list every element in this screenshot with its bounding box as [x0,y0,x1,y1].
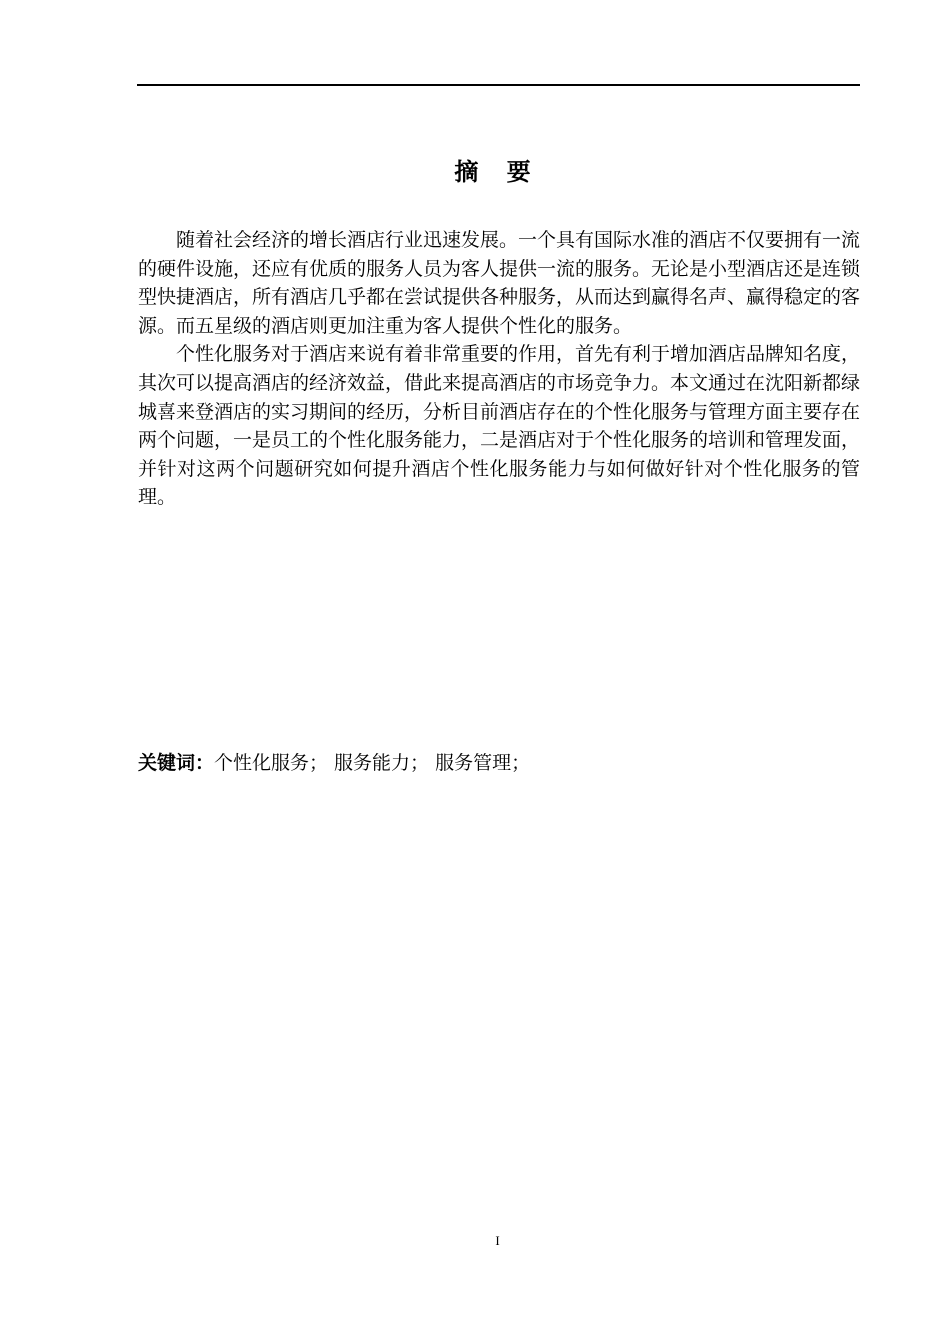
abstract-paragraph-2: 个性化服务对于酒店来说有着非常重要的作用，首先有利于增加酒店品牌知名度，其次可以提高酒店的经济效益，借此来提高酒店的市场竞争力。本文通过在沈阳新都绿城喜来登酒店的实习期间的经历，分析目前酒店存在的个性化服务与管理方面主要存在两个问题，一是员工的个性化服务能力，二是酒店对于个性化服务的培训和管理发面，并针对这两个问题研究如何提升酒店个性化服务能力与如何做好针对个性化服务的管理。 [138,343,861,509]
header-rule [137,84,860,86]
keywords-line [138,749,860,777]
abstract-paragraph-1: 随着社会经济的增长酒店行业迅速发展。一个具有国际水准的酒店不仅要拥有一流的硬件设施，还应有优质的服务人员为客人提供一流的服务。无论是小型酒店还是连锁型快捷酒店，所有酒店几乎都在尝试提供各种服务，从而达到赢得名声、赢得稳定的客源。而五星级的酒店则更加注重为客人提供个性化的服务。 [138,229,861,337]
abstract-body [138,226,860,512]
page-title: 摘 要 [454,158,541,186]
keywords-value: 个性化服务； 服务能力； 服务管理； [214,752,531,774]
keywords-label: 关键词： [138,752,215,774]
page-number: I [495,1233,500,1248]
